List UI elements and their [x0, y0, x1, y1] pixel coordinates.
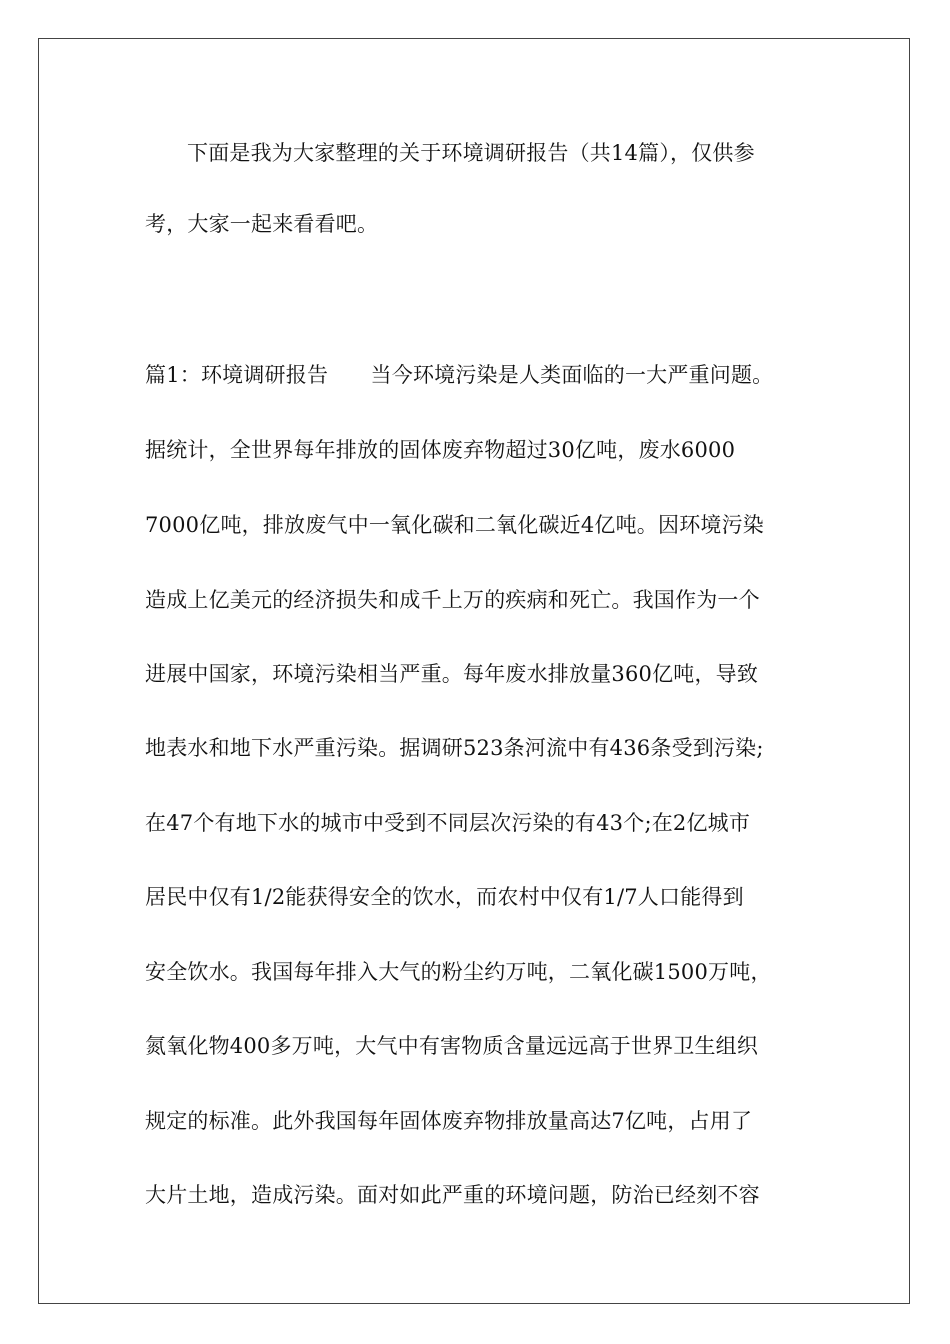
intro-line-1: 下面是我为大家整理的关于环境调研报告（共14篇），仅供参 [187, 141, 755, 165]
body-line-6: 地表水和地下水严重污染。据调研523条河流中有436条受到污染; [145, 736, 764, 760]
body-line-8: 居民中仅有1/2能获得安全的饮水，而农村中仅有1/7人口能得到 [145, 885, 744, 909]
body-line-4: 造成上亿美元的经济损失和成千上万的疾病和死亡。我国作为一个 [145, 588, 760, 612]
intro-line-2: 考，大家一起来看看吧。 [145, 212, 379, 236]
body-line-10: 氮氧化物400多万吨，大气中有害物质含量远远高于世界卫生组织 [145, 1034, 759, 1058]
body-line-11: 规定的标准。此外我国每年固体废弃物排放量高达7亿吨，占用了 [145, 1109, 753, 1133]
body-line-3: 7000亿吨，排放废气中一氧化碳和二氧化碳近4亿吨。因环境污染 [145, 513, 765, 537]
body-line-1: 篇1：环境调研报告 当今环境污染是人类面临的一大严重问题。 [145, 363, 774, 387]
body-line-12: 大片土地，造成污染。面对如此严重的环境问题，防治已经刻不容 [145, 1183, 760, 1207]
body-line-2: 据统计，全世界每年排放的固体废弃物超过30亿吨，废水6000 [145, 438, 736, 462]
body-line-7: 在47个有地下水的城市中受到不同层次污染的有43个;在2亿城市 [145, 811, 751, 835]
body-line-5: 进展中国家，环境污染相当严重。每年废水排放量360亿吨，导致 [145, 662, 759, 686]
body-line-9: 安全饮水。我国每年排入大气的粉尘约万吨，二氧化碳1500万吨， [145, 960, 772, 984]
